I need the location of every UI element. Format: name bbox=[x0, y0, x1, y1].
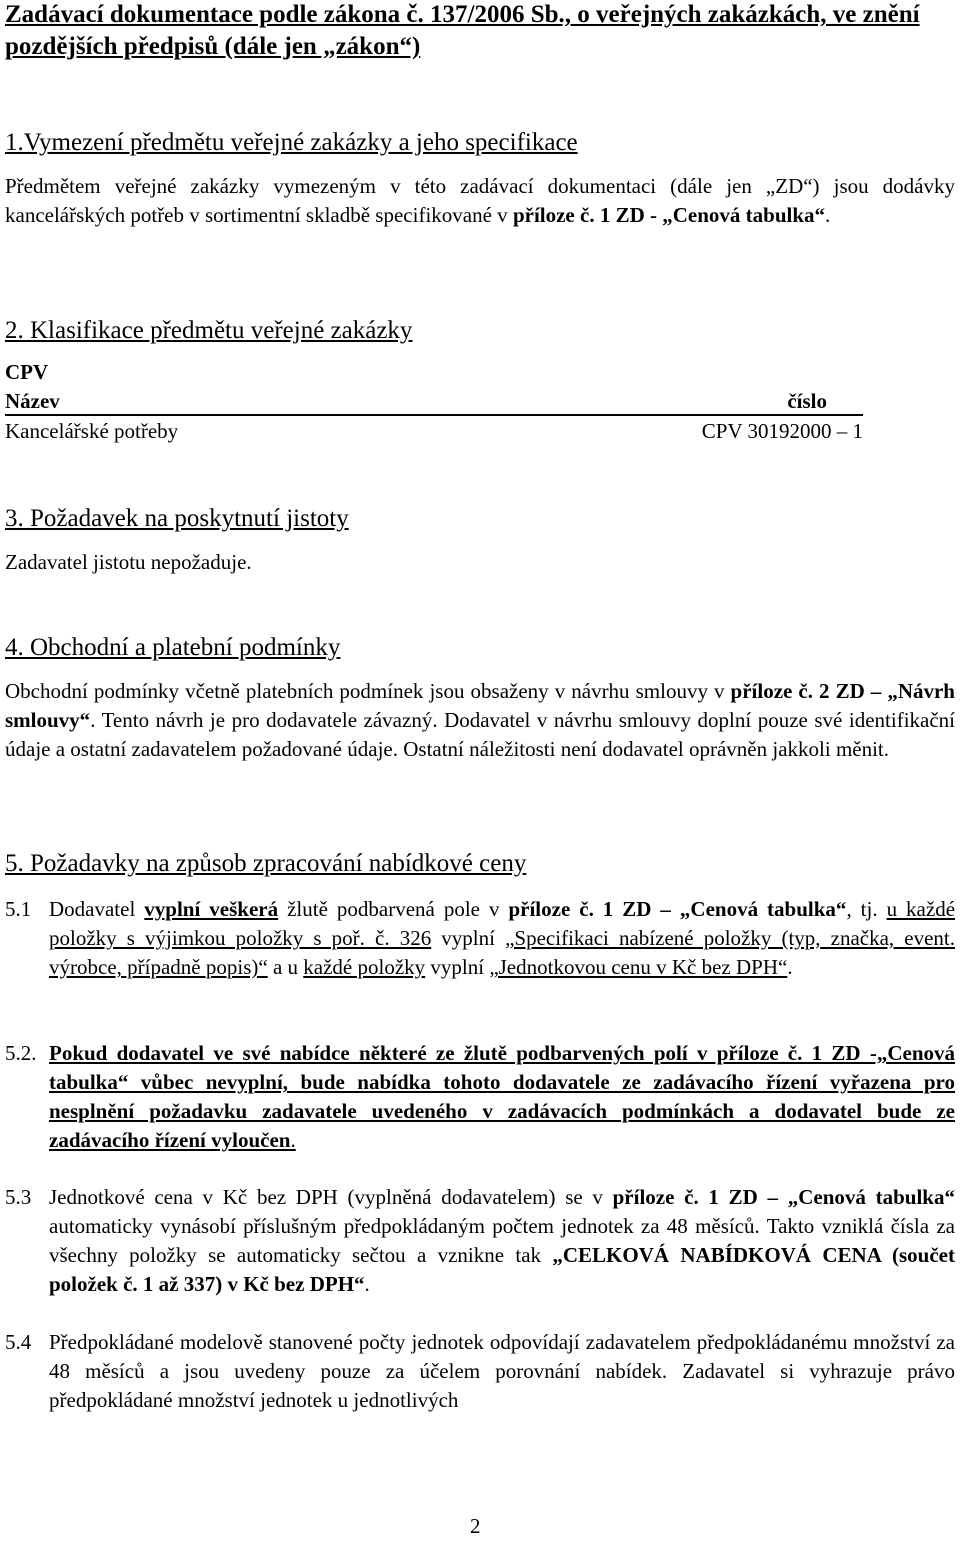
item-5-1-h: „Specifikaci nabízené položky (typ, značka, event. výrobce, případně popis)“ bbox=[49, 926, 956, 979]
item-5-1-c: žlutě podbarvená pole v bbox=[278, 897, 509, 921]
item-5-3-d: „CELKOVÁ NABÍDKOVÁ CENA (součet položek č. 1 až 337) v Kč bez DPH“ bbox=[49, 1243, 955, 1296]
item-5-1-l: „Jednotkovou cenu v Kč bez DPH“ bbox=[489, 955, 788, 979]
page-number: 2 bbox=[470, 1514, 481, 1538]
item-5-1-k: vyplní bbox=[425, 955, 490, 979]
item-5-1-g: vyplní bbox=[431, 926, 506, 950]
cpv-table-header bbox=[5, 387, 863, 416]
item-5-4-text: Předpokládané modelově stanovené počty jednotek odpovídají zadavatelem předpokládanému množství za 48 měsíců a jsou uvedeny pouze za účelem porovnání nabídek. Zadavatel si vyhrazuje právo předpokládané množství jednotek u jednotlivých bbox=[49, 1330, 955, 1412]
item-5-1-b: vyplní veškerá bbox=[144, 897, 279, 921]
section-4-text-b: příloze č. 2 ZD – „Návrh smlouvy“ bbox=[5, 679, 955, 732]
item-5-1-j: každé položky bbox=[303, 955, 426, 979]
item-5-3-text bbox=[49, 1183, 955, 1299]
cpv-label: CPV bbox=[5, 360, 49, 384]
item-5-3-b: příloze č. 1 ZD – „Cenová tabulka“ bbox=[612, 1185, 955, 1209]
section-1-heading: 1.Vymezení předmětu veřejné zakázky a jeho specifikace bbox=[5, 129, 578, 156]
column-number-header: číslo bbox=[787, 389, 827, 413]
section-1-text-c: 1 ZD - „Cenová tabulka“ bbox=[594, 203, 826, 227]
section-1-text-a: Předmětem veřejné zakázky vymezeným v této zadávací dokumentaci (dále jen „ZD“) jsou dodávky kancelářských potřeb v sortimentní skladbě specifikované v bbox=[5, 174, 955, 227]
item-5-1-f: u každé položky s výjimkou položky s poř. č. 326 bbox=[49, 897, 956, 950]
item-5-2-bold-text: Pokud dodavatel ve své nabídce některé ze žlutě podbarvených polí v příloze č. 1 ZD -„Cenová tabulka“ vůbec nevyplní, bude nabídka tohoto dodavatele ze zadávacího řízení vyřazena pro nesplnění požadavku zadavatele uvedeného v zadávacích podmínkách a dodavatel bude ze zadávacího řízení vyloučen bbox=[49, 1041, 955, 1152]
section-3-heading: 3. Požadavek na poskytnutí jistoty bbox=[5, 505, 349, 532]
item-5-1-i: a u bbox=[267, 955, 304, 979]
section-4-text-c: . Tento návrh je pro dodavatele závazný. Dodavatel v návrhu smlouvy doplní pouze své identifikační údaje a ostatní zadavatelem požadované údaje. Ostatní náležitosti není dodavatel oprávněn jakkoli měnit. bbox=[5, 708, 955, 761]
item-5-3-e: . bbox=[364, 1272, 370, 1296]
section-1-text-d: . bbox=[825, 203, 831, 227]
cpv-row-name: Kancelářské potřeby bbox=[5, 419, 179, 443]
item-5-2-end: . bbox=[290, 1128, 296, 1152]
item-5-3-a: Jednotkové cena v Kč bez DPH (vyplněná dodavatelem) se v bbox=[49, 1185, 613, 1209]
section-5-heading: 5. Požadavky na způsob zpracování nabídkové ceny bbox=[5, 850, 527, 877]
item-5-1-a: Dodavatel bbox=[49, 897, 145, 921]
item-5-1-d: příloze č. 1 ZD – „Cenová tabulka“ bbox=[508, 897, 847, 921]
item-5-3-c: automaticky vynásobí příslušným předpokládaným počtem jednotek za 48 měsíců. Takto vzniklá čísla za všechny položky se automaticky sečtou a vznikne tak bbox=[49, 1214, 955, 1267]
section-4-text-a: Obchodní podmínky včetně platebních podmínek jsou obsaženy v návrhu smlouvy v bbox=[5, 679, 731, 703]
item-5-1-m: . bbox=[787, 955, 793, 979]
item-5-1 bbox=[5, 895, 955, 982]
item-5-1-e: , tj. bbox=[846, 897, 887, 921]
cpv-row-number: CPV 30192000 – 1 bbox=[701, 419, 863, 443]
item-5-2-number: 5.2. bbox=[5, 1041, 37, 1065]
section-1-text bbox=[5, 172, 955, 230]
section-4-text bbox=[5, 677, 955, 764]
column-name-header: Název bbox=[5, 389, 60, 413]
item-5-3 bbox=[5, 1183, 955, 1299]
item-5-1-text bbox=[49, 895, 955, 982]
item-5-3-number: 5.3 bbox=[5, 1185, 32, 1209]
item-5-2 bbox=[5, 1039, 955, 1155]
section-3-text: Zadavatel jistotu nepožaduje. bbox=[5, 550, 252, 574]
cpv-table-row bbox=[5, 416, 863, 447]
section-1-text-b: příloze č. bbox=[512, 203, 595, 227]
section-4-heading: 4. Obchodní a platební podmínky bbox=[5, 634, 341, 661]
item-5-4 bbox=[5, 1328, 955, 1415]
item-5-2-text bbox=[49, 1039, 955, 1155]
item-5-1-number: 5.1 bbox=[5, 897, 32, 921]
cpv-table bbox=[5, 358, 863, 447]
document-title: Zadávací dokumentace podle zákona č. 137/2006 Sb., o veřejných zakázkách, ve znění pozdějších předpisů (dále jen „zákon“) bbox=[5, 1, 920, 60]
item-5-4-number: 5.4 bbox=[5, 1330, 32, 1354]
section-2-heading: 2. Klasifikace předmětu veřejné zakázky bbox=[5, 317, 413, 344]
